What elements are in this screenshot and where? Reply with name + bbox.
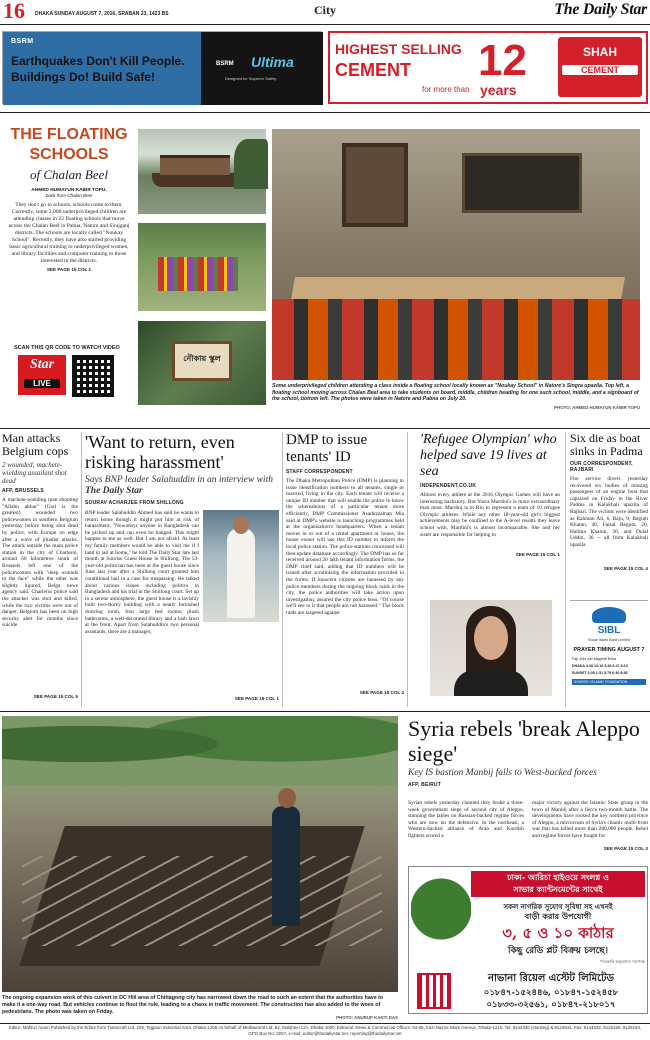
sibl-brand: SIBL bbox=[597, 625, 621, 636]
dmp-jump[interactable]: SEE PAGE 15 COL 4 bbox=[359, 690, 404, 695]
paper-name: The Daily Star bbox=[554, 1, 647, 18]
bsrm-product-name: Ultima bbox=[251, 54, 294, 70]
sibl-ad[interactable] bbox=[570, 600, 648, 704]
syria-byline: AFP, BEIRUT bbox=[408, 782, 441, 788]
culvert-worker-head bbox=[278, 788, 296, 808]
children-figures bbox=[158, 257, 238, 291]
dmp-headline: DMP to issue tenants' ID bbox=[286, 432, 368, 465]
padma-headline: Six die as boat sinks in Padma bbox=[570, 431, 643, 458]
belgium-story bbox=[2, 432, 78, 707]
section-name: City bbox=[314, 3, 336, 17]
bsrm-ad[interactable] bbox=[2, 31, 322, 104]
boat-hull bbox=[152, 173, 242, 187]
shah-line-2: CEMENT bbox=[335, 60, 411, 80]
shah-cement-ad[interactable] bbox=[328, 31, 648, 104]
page-number: 16 bbox=[3, 0, 25, 23]
salahuddin-head bbox=[233, 516, 249, 534]
salahuddin-headline: 'Want to return, even risking harassment' bbox=[85, 432, 235, 472]
olympian-headline: 'Refugee Olympian' who helped save 19 lives at sea bbox=[420, 432, 557, 479]
nabana-phone-1[interactable]: ০১৮৪৭-১৫২৪৪৬, ০১৮৪৭-১৫২৪৫৮ bbox=[483, 988, 619, 998]
nabana-logo bbox=[417, 973, 451, 1009]
olympian-jump[interactable]: SEE PAGE 15 COL 1 bbox=[515, 552, 560, 557]
syria-deck: Key IS bastion Manbij falls to West-backed forces bbox=[408, 768, 598, 778]
nabana-company: নাভানা রিয়েল এস্টেট লিমিটেড bbox=[488, 973, 614, 984]
syria-body-col2: major victory against the Islamic State group in the town of Manbij after a fierce two-month battle. The developments have rocked the key northern province of Aleppo, a microcosm of Syria's chaotic multi-front war that has killed more than 280,000 people. Rebel and regime forces have fought for bbox=[532, 800, 648, 839]
nabana-phone-2[interactable]: ০১৮৩৩-৩২৫৬১, ০১৮৪৭-২১৮০১৭ bbox=[486, 1000, 616, 1010]
salahuddin-figure bbox=[227, 528, 255, 618]
floating-byline-2: back from Chalan Beel bbox=[45, 193, 93, 198]
signboard-text: নৌকায় স্কুল bbox=[183, 353, 221, 363]
salahuddin-byline: SOURAV ACHARJEE FROM SHILLONG bbox=[85, 500, 184, 506]
salahuddin-deck-paper: The Daily Star bbox=[85, 486, 143, 496]
culvert-photo bbox=[2, 716, 398, 992]
salahuddin-deck-text: Says BNP leader Salahuddin in an interview with bbox=[85, 475, 273, 485]
floating-jump[interactable]: SEE PAGE 15 COL 1 bbox=[46, 267, 92, 272]
shah-logo-1: SHAH bbox=[582, 45, 617, 59]
nabana-ad[interactable] bbox=[408, 866, 648, 1014]
olympian-face bbox=[474, 616, 508, 660]
dateline: DHAKA SUNDAY AUGUST 7, 2016, SRABAN 23, 1423 BS bbox=[35, 11, 169, 17]
nabana-line-1: ঢাকা- আরিচা হাইওয়ে সংলগ্ন ও bbox=[507, 872, 609, 882]
culvert-rebar bbox=[22, 856, 382, 946]
nabana-line-4: বাড়ী করার উপযোগী bbox=[524, 911, 592, 921]
boat-photo bbox=[138, 129, 266, 214]
classroom-blackboard bbox=[462, 153, 582, 213]
dmp-body: The Dhaka Metropolitan Police (DMP) is planning to issue identification numbers to all tenants, single or married, living in the city. Each tenant will receive a unique ID number that will enable the police to know the whereabouts of a particular tenant more efficiently, DMP Commissioner Asaduzzaman Mia said at DMP's website is launching programmes held at the organisation's headquarters. When a tenant moves in or out of a rental apartment or house, the house owner will use this ID number to inform the local police station. The police stations concerned will then update database accordingly. The DMP has so far received around 20 lakh tenant information forms, the DMP chief said, adding that ID numbers will be issued after scrutinising the information provided in the forms. If innocent citizens are harassed by any police members during the ongoing block raids in the city, the police authorities will take action upon investigation, assured the city police boss. "Of course we'll see to it that people are not harassed." The block raids are targeted against bbox=[286, 478, 404, 616]
belgium-byline: AFP, BRUSSELS bbox=[2, 488, 44, 494]
olympian-photo bbox=[430, 600, 552, 696]
boat-trees bbox=[234, 139, 268, 189]
shah-more-than: for more than bbox=[422, 85, 470, 94]
nabana-line-3: সকল নাগরিক সুযোগ সুবিধা সহ এখনই bbox=[503, 902, 613, 911]
prayer-source: SOURCE: ISLAMIC FOUNDATION bbox=[572, 679, 646, 685]
syria-headline: Syria rebels 'break Aleppo siege' bbox=[408, 716, 640, 766]
culvert-credit: PHOTO: ANURUP KANTI DAS bbox=[336, 1015, 398, 1020]
star-live-logo[interactable] bbox=[18, 355, 66, 395]
boat-cabin bbox=[160, 155, 230, 175]
olympian-story bbox=[420, 432, 560, 707]
nabana-number-line: ৩, ৫ ও ১০ কাঠার bbox=[502, 924, 614, 942]
children-walking-photo bbox=[138, 223, 266, 311]
qr-label: SCAN THIS QR CODE TO WATCH VIDEO bbox=[14, 345, 120, 351]
live-logo-text: LIVE bbox=[24, 379, 60, 388]
olympian-body: Almost every athlete at the 2016 Olympic Games will have an interesting backstory. But Yusra Mardini's is more extraordinary than most. Mardini is in Rio to represent a team of 10 refugee Olympic athletes. While any other 18-year-old girl's biggest achievements may be confined to the A-level results they leave school with, Mardini's is almost incomparable. She and her sister are responsible for helping to bbox=[420, 492, 560, 538]
syria-story bbox=[408, 716, 648, 856]
shah-logo-2: CEMENT bbox=[562, 65, 638, 75]
floating-subtitle: of Chalan Beel bbox=[30, 167, 108, 182]
imprint-footer: Editor: Mahfuz Anam Published by the Editor from Transcraft Ltd, 229, Tejgaon Industrial Area, Dhaka-1208 on behalf of Mediaworld Ltd, 52, Motijheel C/A, Dhaka-1000. Editorial, News & Commercial Offices: 64-65, Kazi Nazrul Islam Avenue, Dhaka-1215. Tel: 9144330 (Hunting) & 8124944, Fax: 9144332, 8125155, 8128194, GPO Box No: 3257, e-mail: editor@thedailystar.net, reporting@thedailystar.net bbox=[8, 1025, 642, 1036]
prayer-title: PRAYER TIMING AUGUST 7 bbox=[573, 647, 645, 653]
culvert-trees bbox=[2, 716, 398, 786]
bsrm-headline-1: Earthquakes Don't Kill People. bbox=[11, 54, 185, 68]
shah-years: years bbox=[480, 82, 517, 98]
classroom-window bbox=[342, 143, 408, 227]
classroom-credit: PHOTO: AHMED HUMAYUN KABIR TOPU bbox=[554, 405, 640, 410]
salahuddin-deck bbox=[85, 475, 279, 497]
shah-line-1: HIGHEST SELLING bbox=[335, 41, 462, 57]
nabana-line-2: সাভার ক্যান্টনমেন্টের সাথেই bbox=[513, 884, 603, 894]
olympian-byline: INDEPENDENT.CO.UK bbox=[420, 483, 477, 489]
star-logo-text: Star bbox=[29, 357, 55, 372]
nabana-fine: *সরকারি অনুমোদন সাপেক্ষে bbox=[600, 959, 645, 964]
dmp-byline: STAFF CORRESPONDENT bbox=[286, 469, 353, 475]
nabana-line-5: কিছু রেডি প্লট বিক্রয় চলছে। bbox=[508, 946, 608, 956]
floating-schools-block bbox=[4, 123, 644, 423]
sibl-tagline: Social Islami Bank Limited bbox=[588, 638, 630, 642]
floating-title-1: THE FLOATING bbox=[10, 126, 128, 143]
olympian-shirt bbox=[454, 670, 528, 696]
salahuddin-story bbox=[85, 432, 279, 707]
bsrm-product-logo: BSRM bbox=[216, 61, 234, 67]
bsrm-headline-2: Buildings Do! Build Safe! bbox=[11, 70, 155, 84]
floating-standfirst: They don't go to schools, schools come to them. Currently, some 2,000 underprivileged children are attending classes in 22 floating schools that move across the Chalan Beel in Pabna, Natore and Sirajganj districts. The schools are locally called "Noukay School". Recently, they have also started providing basic agricultural training to underprivileged women, and library facilities and computer training to those interested in the districts. bbox=[8, 202, 130, 264]
salahuddin-body: BNP leader Salahuddin Ahmed has said he wants to return home though it might put him at risk of harassment. "Nowadays anyone in Bangladesh can be picked up and can even be hanged. This might happen to me as well. But I am not afraid. At least my family members would be able to visit me if I land in jail at home," he told The Daily Star late last month at Sunrise Guest House in Shillong. The 53-year-old politician has been at the guest house since June last year after a Shillong court granted him conditional bail in a case for trespassing. He talked about various issues including politics in Bangladesh and his trial in the Shillong court. Set up in a serene atmosphere, the guest house is a lavishly built two-storey building with a neatly furnished drawing room, four large bed rooms, plush bathrooms, a well-decorated library and a lush lawn at the front. Apart from Salahuddin's two personal assistants, there are a manager, bbox=[85, 510, 199, 635]
signboard-photo bbox=[138, 321, 266, 405]
qr-code[interactable] bbox=[72, 355, 114, 397]
syria-jump[interactable]: SEE PAGE 15 COL 3 bbox=[603, 846, 648, 851]
bsrm-logo: BSRM bbox=[11, 38, 34, 45]
belgium-deck: 2 wounded; machete-wielding assailant shot dead bbox=[2, 461, 67, 485]
culvert-caption: The ongoing expansion work of this culvert in DC Hill area of Chittagong city has narrowed down the road to such an extent that the authorities have to make it a one-way road. But vehicles continue to flout the rule, leading to a chaos in traffic movement. The construction has also added to the woes of pedestrians. The photo was taken on Friday. bbox=[2, 995, 384, 1015]
culvert-worker bbox=[272, 806, 300, 926]
prayer-row-1: DHAKA 4:28 12:10 3:46 6:47 8:13 bbox=[572, 664, 628, 668]
sibl-emblem bbox=[592, 607, 626, 623]
syria-body-col1: Syrian rebels yesterday claimed they broke a three-week government siege of second city of Aleppo, stunning the tables on Russian-backed regime forces who are now on the defensive. In the northeast, a Western-backed alliance of Arab and Kurdish fighters scored a bbox=[408, 800, 524, 839]
masthead bbox=[0, 0, 650, 24]
classroom-caption: Some underprivileged children attending a class inside a floating school locally known as "Noukay School" in Natore's Singra upazila. Top left, a floating school moving across Chalan Beel area to take students on board, middle, children heading for one such school, middle, and a signboard of the school, bottom left. The photos were taken in Natore and Pabna on July 20. bbox=[272, 383, 639, 403]
padma-jump[interactable]: SEE PAGE 15 COL 4 bbox=[603, 566, 648, 571]
shah-number: 12 bbox=[478, 36, 527, 85]
padma-byline: OUR CORRESPONDENT, RAJBARI bbox=[570, 461, 633, 473]
belgium-jump[interactable]: SEE PAGE 15 COL 5 bbox=[33, 694, 78, 699]
salahuddin-jump[interactable]: SEE PAGE 15 COL 1 bbox=[234, 696, 279, 701]
floating-title-box bbox=[6, 125, 132, 335]
classroom-students bbox=[272, 299, 640, 380]
floating-title-2: SCHOOLS bbox=[29, 146, 109, 163]
dmp-story bbox=[286, 432, 404, 707]
prayer-row-2: SUNSET 6:35 1:31 5:75 6:30 8:38 bbox=[572, 671, 628, 675]
prayer-header: Fajr Zohr Asr Maghrib Esha bbox=[572, 657, 616, 661]
salahuddin-body-cont bbox=[85, 626, 279, 692]
classroom-photo bbox=[272, 129, 640, 380]
bsrm-product-tag: Designed for Superior Safety bbox=[225, 76, 277, 81]
padma-body: Fire service divers yesterday recovered six bodies of missing passengers of an engine boat that capsized on Friday in the River Padma in Kalukhali upazila of Rajbari. The victims were identified as Rahman Ali, 6, Raju, 9, Begum Khatun, 40, Faisal Begum, 20, Halima Khatun, 30, and Dulal Uddin, 36 -- all from Kalukhali upazila bbox=[570, 476, 648, 548]
nabana-tree-art bbox=[411, 869, 471, 969]
shah-logo bbox=[558, 37, 642, 97]
salahuddin-photo bbox=[203, 510, 279, 622]
floating-byline: AHMED HUMAYUN KABIR TOPU, bbox=[31, 188, 107, 193]
belgium-body: A machete-wielding man shouting "Allahu akbar" (God is the greatest) wounded two policewomen in southern Belgium yesterday before being shot dead by police, with Europe on edge after a wave of jihadist attacks. The attack outside the main police station in the city of Charleroi, around 60 kilometres south of Brussels left one of the policewomen with "deep wounds to the face" while the other was slightly injured, Belga news agency said. Charleroi police said the attacker was shot and killed, while the two victims were out of danger. Belgium has been on high security alert for months since suicide bbox=[2, 497, 78, 629]
belgium-headline: Man attacks Belgium cops bbox=[2, 431, 69, 458]
